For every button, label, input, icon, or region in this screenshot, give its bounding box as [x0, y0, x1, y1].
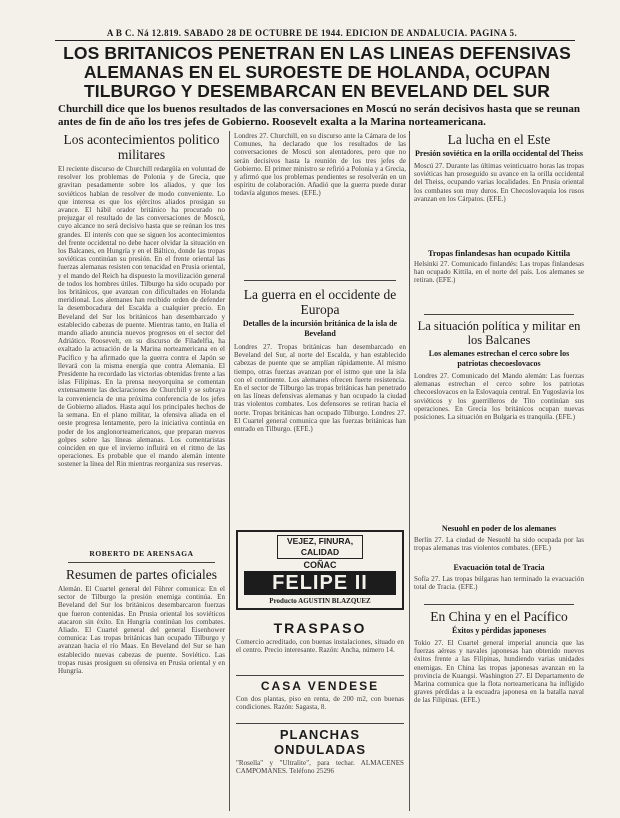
ad-brand-line: COÑAC: [303, 560, 337, 570]
classified-title: TRASPASO: [273, 620, 367, 636]
article-title: En China y en el Pacífico: [430, 609, 568, 624]
section-rule: [424, 314, 574, 315]
article-signature: ROBERTO DE ARENSAGA: [89, 549, 194, 558]
cognac-advertisement: [236, 530, 404, 610]
running-head: A B C. Ná 12.819. SABADO 28 DE OCTUBRE DE 1944. EDICION DE ANDALUCIA. PAGINA 5.: [106, 28, 518, 38]
column-right: [414, 132, 584, 791]
ad-product: Producto AGUSTIN BLAZQUEZ: [269, 597, 371, 605]
section-rule: [424, 604, 574, 605]
article-subtitle: Detalles de la incursión británica de la isla de Beveland: [242, 319, 398, 338]
section-rule: [236, 675, 404, 676]
article-title: Resumen de partes oficiales: [65, 567, 218, 582]
ad-brand-name: FELIPE II: [244, 571, 396, 595]
article-body: Londres 27. Comunicado del Mando alemán: Las fuerzas alemanas estrechan el cerco sobre los patriotas checoeslovacos en la Eslovaquia central. En Yugoslavia los soviéticos y los guerrilleros de Tito continúan sus operaciones. En Grecia los británicos ocupan nuevas posiciones. La situación en Bulgaria es tranquila. (EFE.): [414, 372, 584, 422]
article-subtitle: Los alemanes estrechan el cerco sobre los patriotas checoeslovacos: [428, 349, 570, 368]
article-subtitle: Éxitos y pérdidas japoneses: [451, 626, 546, 635]
article-subtitle: Tropas finlandesas han ocupado Kittila: [427, 248, 571, 258]
article-body: Helsinki 27. Comunicado finlandés: Las tropas finlandesas han ocupado Kittila, en el norte del país. Los alemanes se retiran. (EFE.): [414, 260, 584, 285]
column-divider: [229, 131, 230, 811]
headline-subtitle: Churchill dice que los buenos resultados de las conversaciones en Moscú no serán decisivos hasta que se reunan antes de fin de año los tres jefes de Gobierno. Roosevelt exalta a la Marina norteamericana.: [58, 103, 580, 128]
article-body: Alemán. El Cuartel general del Führer comunica: En el sector de Tilburgo la presión enemiga continúa. En Beveland del Sur los británicos desembarcaron fuerzas que fueron contenidas. En Prusia oriental los soviéticos atacaron sin éxito. En Hungría continúan los combates. Aliado. El Cuartel general del general Eisenhower comunica: Las tropas británicas han ocupado Tilburgo y avanzan hacia el río Maas. En Beveland del Sur se han establecido nuevas cabezas de puente. Soviético. Las tropas rusas prosiguen su ofensiva en Prusia oriental y en Hungría.: [58, 585, 225, 676]
classified-title: PLANCHAS ONDULADAS: [273, 727, 367, 757]
article-body: Londres 27. Churchill, en su discurso ante la Cámara de los Comunes, ha declarado que los resultados de las conversaciones de Moscú son alentadores, pero que no serán decisivos hasta la reunión de los tres jefes de Gobierno. El primer ministro se refirió a Polonia y a Grecia, y afirmó que los problemas pendientes se resolverán en un espíritu de colaboración. Añadió que la guerra puede durar todavía algunos meses. (EFE.): [234, 132, 406, 198]
article-title: La guerra en el occidente de Europa: [243, 287, 397, 317]
article-body: Moscú 27. Durante las últimas veinticuatro horas las tropas soviéticas han proseguido su avance en la orilla occidental del Theiss, ocupando varias localidades. En Prusia oriental los combates son muy duros. En Checoslovaquia los rusos avanzan en los Cárpatos. (EFE.): [414, 162, 584, 203]
article-body: El reciente discurso de Churchill redargüía en voluntad de resolver los problemas de Polonia y de Grecia, que gravitan pesadamente sobre los aliados, y que los soviéticos habían de resolver de modo conveniente. Lo que interesa es que los ejércitos aliados prosigan su avance. El hábil orador británico ha procurado no prejuzgar el resultado de las conversaciones de Moscú, cuyo alcance no será decisivo hasta que se reúnan los tres grandes. El interés con que se siguen los acontecimientos del frente occidental no debe hacer olvidar la situación en los Balcanes, en Hungría y en el Báltico, donde las tropas soviéticas continúan su presión. En el frente oriental las fuerzas alemanas resisten con tenacidad en Prusia oriental, y el mando del Reich ha dispuesto la movilización general de todos los hombres útiles. Tilburgo ha sido ocupado por los británicos, que avanzan con dificultades en Holanda meridional. Los alemanes han recibido orden de defender la desembocadura del Escalda a cualquier precio. En Beveland del Sur los británicos han desembarcado y establecido cabezas de puente. Mientras tanto, en Italia el mando aliado anuncia nuevos progresos en el sector del Adriático. Roosevelt, en su discurso de Filadelfia, ha exaltado la actuación de la Marina norteamericana en el Pacífico y ha afirmado que la guerra contra el Japón se llevará con la misma energía que contra Alemania. El Presidente ha recordado las victorias obtenidas frente a las islas Filipinas. En la prensa neoyorquina se comentan extensamente las declaraciones de Churchill y se subraya la conveniencia de una próxima conferencia de los jefes de Gobierno aliados. Hasta aquí los principales hechos de la semana. En el plano militar, la ofensiva aliada en el oeste progresa lentamente, pero la iniciativa continúa en poder de los anglonorteamericanos, que preparan nuevos golpes sobre las líneas alemanas. Los comentaristas coinciden en que el invierno influirá en el ritmo de las operaciones. Es probable que el mando alemán intente sostener la línea del Rin mientras reorganiza sus reservas.: [58, 165, 225, 469]
article-subtitle: Evacuación total de Tracia: [453, 563, 545, 572]
header-rule: [55, 40, 575, 41]
section-rule: [244, 280, 396, 281]
column-divider: [409, 131, 410, 811]
section-rule: [236, 723, 404, 724]
classifieds: [236, 620, 404, 784]
classified-body: Con dos plantas, piso en renta, de 200 m2, con buenas condiciones. Razón: Sagasta, 8.: [236, 695, 404, 712]
article-body: Sofía 27. Las tropas búlgaras han terminado la evacuación total de Tracia. (EFE.): [414, 575, 584, 592]
article-title: La situación política y militar en los Balcanes: [417, 319, 581, 347]
article-title: Los acontecimientos politico militares: [63, 132, 220, 162]
article-subtitle: Presión soviética en la orilla occidental del Theiss: [415, 149, 583, 158]
article-subtitle: Nesuohl en poder de los alemanes: [441, 524, 557, 533]
section-rule: [68, 562, 215, 563]
classified-title: CASA VENDESE: [260, 679, 380, 693]
column-left: [58, 132, 225, 767]
classified-body: "Rosella" y "Ultralite", para techar. ALMACENES CAMPOMANES. Teléfono 25296: [236, 759, 404, 776]
ad-quality-box: VEJEZ, FINURA, CALIDAD: [277, 535, 363, 559]
article-title: La lucha en el Este: [447, 132, 551, 147]
article-body: Londres 27. Tropas británicas han desembarcado en Beveland del Sur, al norte del Escalda, y han establecido cabezas de puente que se amplían rápidamente. Al mismo tiempo, otras fuerzas avanzan por el istmo que une la isla con el continente. Los alemanes ofrecen fuerte resistencia. En el sector de Tilburgo las tropas británicas han penetrado en las líneas defensivas alemanas y han ocupado la ciudad tras violentos combates. Los defensores se retiran hacia el norte. Tropas británicas han ocupado Tilburgo. Londres 27. El Cuartel general comunica que las fuerzas británicas han entrado en Tilburgo. (EFE.): [234, 343, 406, 434]
main-headline: LOS BRITANICOS PENETRAN EN LAS LINEAS DEFENSIVAS ALEMANAS EN EL SUROESTE DE HOLANDA, OCUPAN TILBURGO Y DESEMBARCAN EN BEVELAND DEL SUR: [63, 43, 571, 101]
column-center: [234, 132, 406, 541]
article-body: Berlín 27. La ciudad de Nesuohl ha sido ocupada por las tropas alemanas tras violentos combates. (EFE.): [414, 536, 584, 553]
article-body: Tokio 27. El Cuartel general imperial anuncia que las fuerzas aéreas y navales japonesas han obtenido nuevos éxitos frente a las Filipinas, hundiendo varias unidades enemigas. En China las tropas japonesas avanzan en la provincia de Kuangsi. Washington 27. El Departamento de Marina comunica que la flota norteamericana ha infligido graves pérdidas a la escuadra japonesa en la batalla naval de las Filipinas. (EFE.): [414, 639, 584, 705]
classified-body: Comercio acreditado, con buenas instalaciones, situado en el centro. Precio interesante. Razón: Ancha, número 14.: [236, 638, 404, 655]
